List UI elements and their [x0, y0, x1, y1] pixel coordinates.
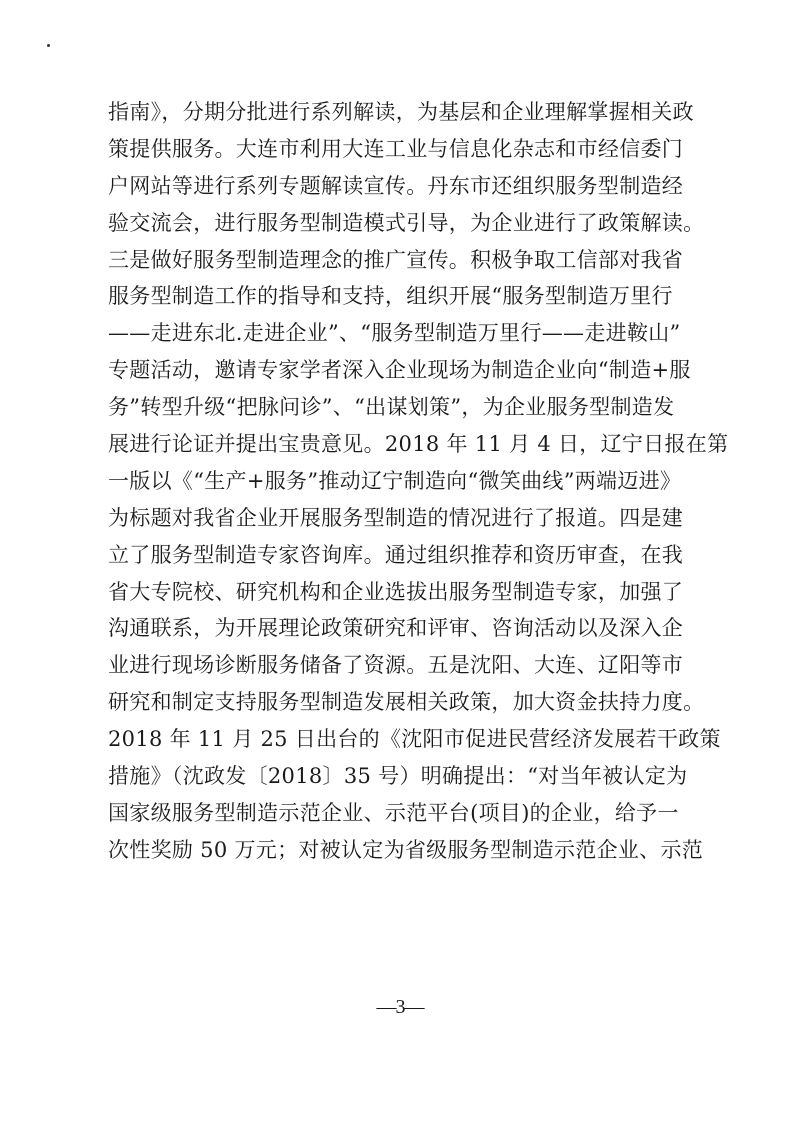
text-line: ——走进东北.走进企业”、“服务型制造万里行——走进鞍山”: [108, 321, 681, 346]
text-line: 指南》，分期分批进行系列解读，为基层和企业理解掌握相关政: [108, 100, 694, 124]
text-line: 展进行论证并提出宝贵意见。2018 年 11 月 4 日，辽宁日报在第: [108, 432, 729, 457]
text-line: 业进行现场诊断服务储备了资源。五是沈阳、大连、辽阳等市: [108, 653, 684, 678]
text-line: 一版以《“生产+服务”推动辽宁制造向“微笑曲线”两端迈进》: [108, 468, 682, 493]
text-line: 省大专院校、研究机构和企业选拔出服务型制造专家，加强了: [108, 579, 684, 604]
text-line: 务”转型升级“把脉问诊”、“出谋划策”，为企业服务型制造发: [108, 395, 675, 420]
text-line: 为标题对我省企业开展服务型制造的情况进行了报道。四是建: [108, 505, 684, 530]
text-line: 2018 年 11 月 25 日出台的《沈阳市促进民营经济发展若干政策: [108, 727, 721, 752]
text-line: 国家级服务型制造示范企业、示范平台(项目)的企业，给予一: [108, 800, 679, 825]
text-line: 立了服务型制造专家咨询库。通过组织推荐和资历审查，在我: [108, 542, 684, 567]
body-text: [108, 94, 728, 869]
text-line: 沟通联系，为开展理论政策研究和评审、咨询活动以及深入企: [108, 616, 684, 641]
scan-speck: [47, 44, 50, 47]
text-line: 服务型制造工作的指导和支持，组织开展“服务型制造万里行: [108, 284, 673, 309]
text-line: 验交流会，进行服务型制造模式引导，为企业进行了政策解读。: [108, 210, 705, 235]
text-line: 户网站等进行系列专题解读宣传。丹东市还组织服务型制造经: [108, 173, 684, 198]
text-line: 措施》（沈政发〔2018〕35 号）明确提出：“对当年被认定为: [108, 764, 688, 789]
text-line: 研究和制定支持服务型制造发展相关政策，加大资金扶持力度。: [108, 690, 705, 715]
text-line: 次性奖励 50 万元；对被认定为省级服务型制造示范企业、示范: [108, 837, 704, 862]
page-number: —3—: [376, 996, 424, 1018]
text-line: 三是做好服务型制造理念的推广宣传。积极争取工信部对我省: [108, 247, 684, 272]
text-line: 策提供服务。大连市利用大连工业与信息化杂志和市经信委门: [108, 136, 684, 161]
text-line: 专题活动，邀请专家学者深入企业现场为制造企业向“制造+服: [108, 358, 691, 383]
